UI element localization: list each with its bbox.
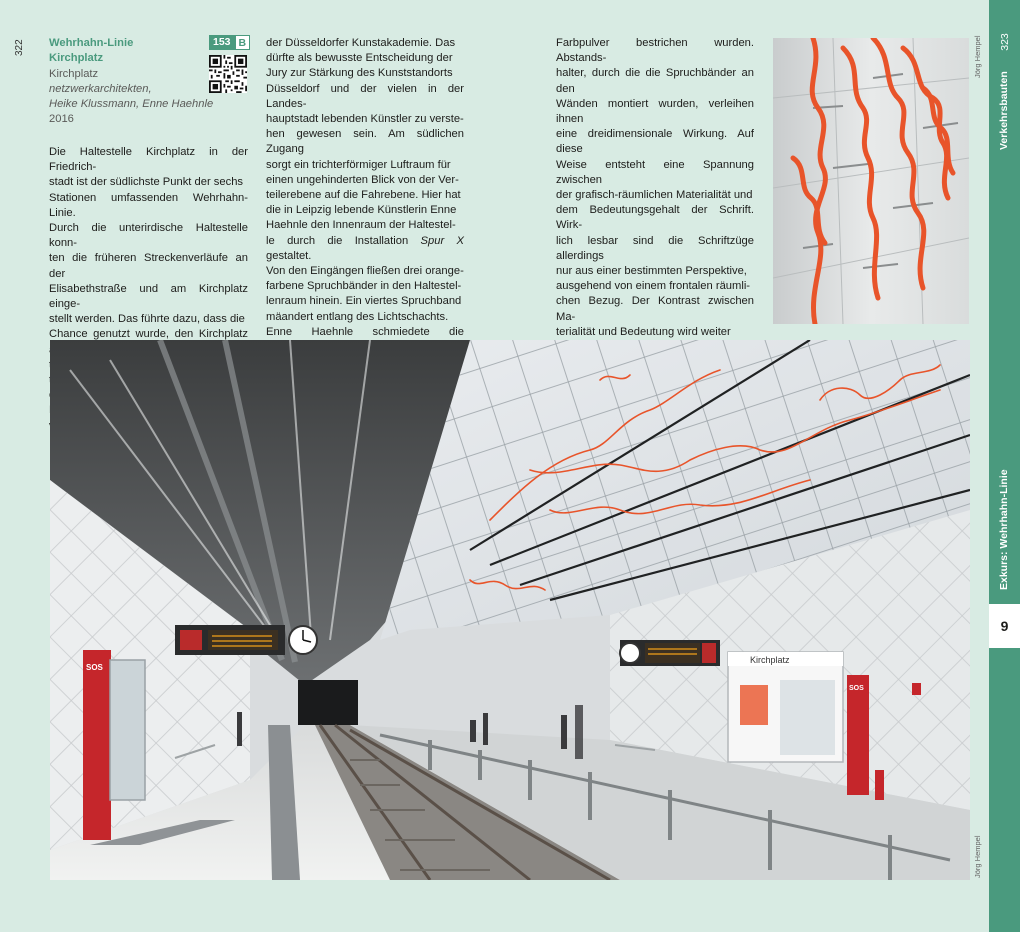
text-line: eine dreidimensionale Wirkung. Auf diese [556, 128, 754, 156]
text-line: lenraum hinein. Ein viertes Spruchband [266, 295, 462, 308]
text-line: hen gewesen sein. Am südlichen Zugang [266, 128, 464, 156]
station-platform-photo [50, 340, 970, 880]
text-line: Von den Eingängen fließen drei orange- [266, 265, 464, 278]
text-line: Düsseldorf und der vielen in der Landes- [266, 82, 464, 110]
text-line: stadt ist der südlichste Punkt der sechs [49, 176, 244, 189]
text-line: stellt werden. Das führte dazu, dass die [49, 313, 245, 326]
text-line: Wänden montiert wurden, verleihen ihnen [556, 97, 754, 126]
text-line: Elisabethstraße und am Kirchplatz einge- [49, 282, 248, 311]
text-line: lich lesbar sind die Schriftzüge allerdings [556, 234, 754, 262]
text-line: halter, durch die die Spruchbänder an den [556, 67, 754, 95]
text-line: Haehnle den Innenraum der Haltestel- [266, 219, 456, 232]
text-line: Chance genutzt wurde, den Kirchplatz [49, 328, 248, 341]
qr-code-icon[interactable] [209, 55, 247, 93]
sidebar-chapter-label: Exkurs: Wehrhahn-Linie [998, 469, 1010, 590]
page-number-left: 322 [14, 39, 25, 56]
text-line: Farbpulver bestrichen wurden. Abstands- [556, 37, 754, 65]
text-line: Stationen umfassenden Wehrhahn-Linie. [49, 191, 248, 219]
entry-architects-line2: Heike Klussmann, Enne Haehnle [49, 98, 214, 111]
text-line: dürfte als bewusste Entscheidung der [266, 52, 453, 65]
text-line: die in Leipzig lebende Künstlerin Enne [266, 204, 457, 217]
sidebar-section-label: Verkehrsbauten [998, 71, 1010, 150]
text-line: hauptstadt lebenden Künstler zu verste- [266, 113, 464, 126]
text-line: farbene Spruchbänder in den Haltestel- [266, 280, 462, 293]
text-line: sorgt ein trichterförmiger Luftraum für [266, 158, 451, 171]
chapter-number: 9 [1000, 618, 1009, 634]
text-line: Enne Haehnle schmiedete die [266, 325, 464, 338]
badge-letter: B [235, 35, 251, 50]
page-number-right-text: 323 [998, 33, 1011, 51]
text-line: Durch die unterirdische Haltestelle konn- [49, 222, 248, 250]
station-name-sign: Kirchplatz [750, 655, 790, 665]
text-line: ausgehend von einem frontalen räumli- [556, 280, 751, 293]
text-line: dem Bedeutungsgehalt der Schrift. Wirk- [556, 204, 754, 232]
entry-architects-line1: netzwerkarchitekten, [49, 82, 152, 95]
text-line: der grafisch-räumlichen Materialität und [556, 189, 753, 202]
text-line: der Düsseldorfer Kunstakademie. Das [266, 37, 456, 49]
sos-sign-left: SOS [86, 663, 103, 672]
text-line: le durch die Installation Spur X gestaltet. [266, 234, 464, 262]
text-line: Die Haltestelle Kirchplatz in der Friedrich- [49, 146, 248, 174]
entry-location: Kirchplatz [49, 67, 99, 80]
text-line: Weise entsteht eine Spannung zwischen [556, 158, 754, 186]
artwork-title: Spur X [420, 234, 464, 247]
installation-detail-photo [773, 38, 969, 324]
photo-credit-top: Jörg Hempel [973, 35, 982, 78]
chapter-sidebar [989, 0, 1020, 932]
page-number-right [989, 33, 1020, 51]
text-line: ten die früheren Streckenverläufe an der [49, 252, 248, 280]
text-line: teilerebene auf die Fahrebene. Hier hat [266, 189, 461, 202]
text-line: einen ungehinderten Blick von der Ver- [266, 173, 459, 186]
text-line: mäandert entlang des Lichtschachts. [266, 310, 449, 323]
entry-title-line2: Kirchplatz [49, 52, 104, 65]
text-line: terialität und Bedeutung wird weiter [556, 325, 731, 338]
entry-badge [209, 35, 250, 50]
sos-sign-right: SOS [849, 685, 864, 692]
entry-year: 2016 [49, 113, 74, 126]
text-line: nur aus einer bestimmten Perspektive, [556, 265, 747, 278]
text-line: chen Bezug. Der Kontrast zwischen Ma- [556, 295, 754, 323]
entry-title-line1: Wehrhahn-Linie [49, 37, 134, 49]
chapter-number-box [989, 604, 1020, 648]
badge-number: 153 [209, 35, 235, 50]
text-line: Jury zur Stärkung des Kunststandorts [266, 67, 453, 80]
photo-credit-bottom: Jörg Hempel [973, 835, 982, 878]
